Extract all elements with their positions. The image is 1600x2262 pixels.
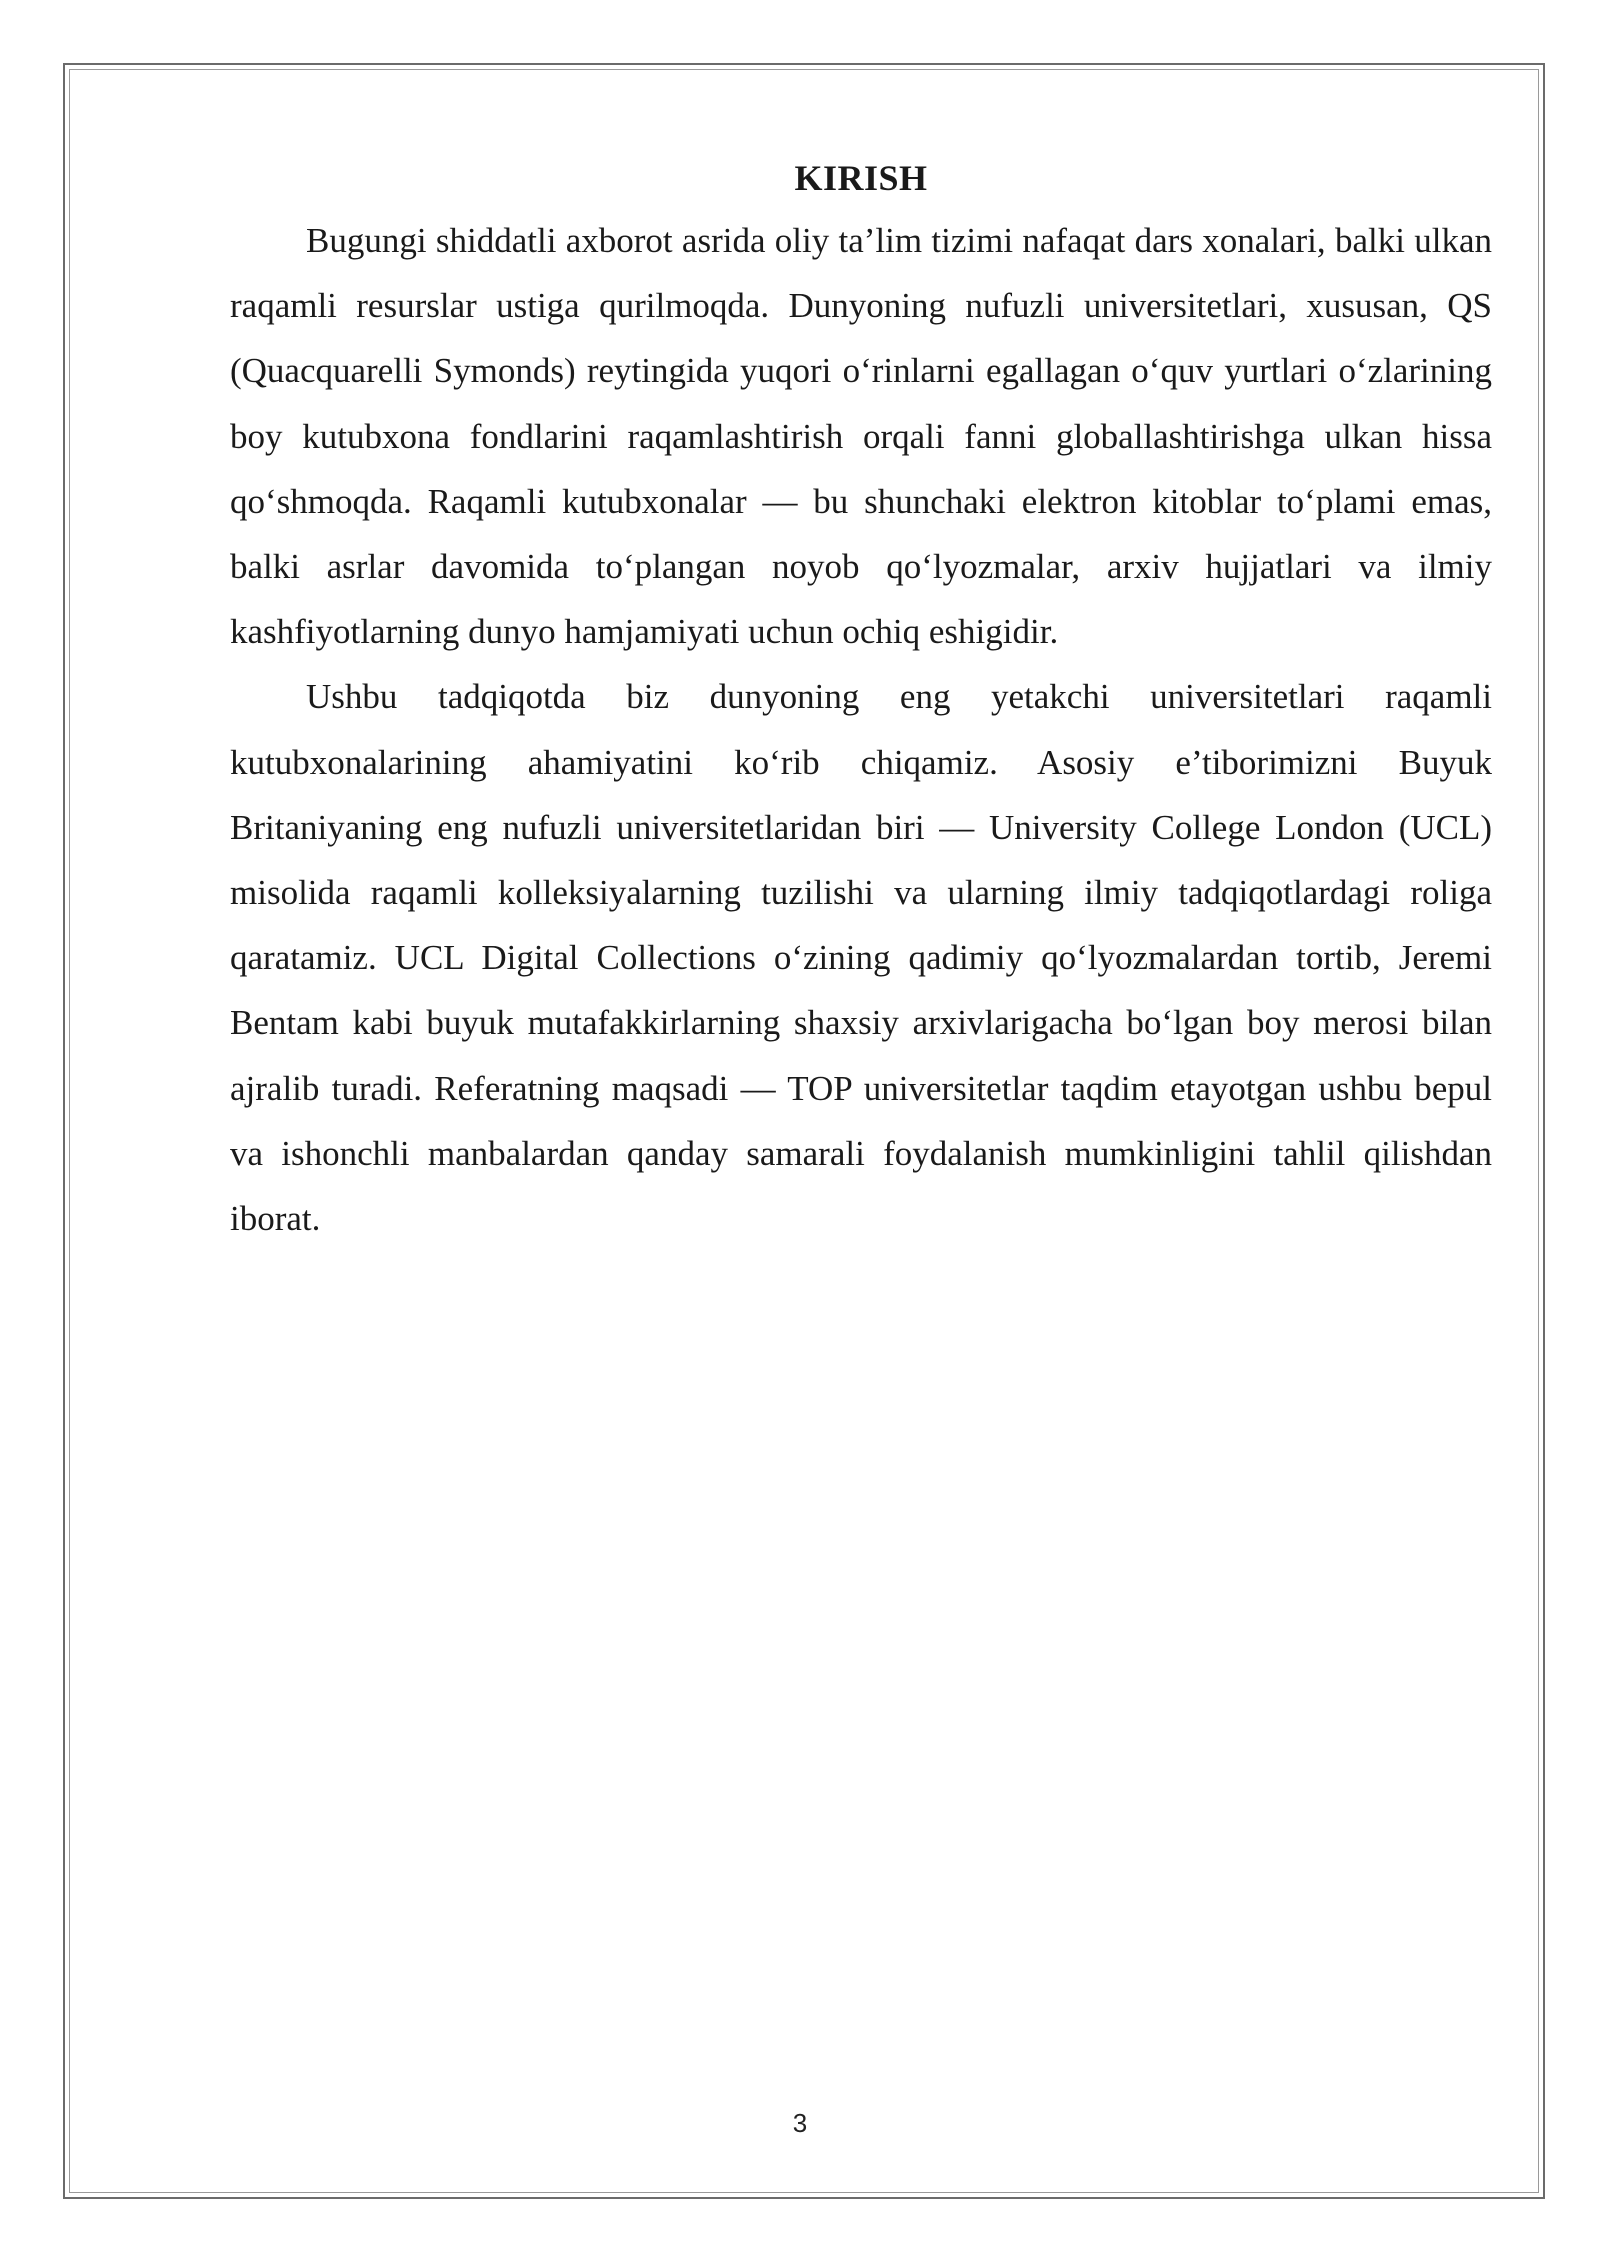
paragraph-1: Bugungi shiddatli axborot asrida oliy ta’lim tizimi nafaqat dars xonalari, balki ulkan raqamli resurslar ustiga qurilmoqda. Dunyoning nufuzli universitetlari, xususan, QS (Quacquarelli Symonds) reytingida yuqori o‘rinlarni egallagan o‘quv yurtlari o‘zlarining boy kutubxona fondlarini raqamlashtirish orqali fanni globallashtirishga ulkan hissa qo‘shmoqda. Raqamli kutubxonalar — bu shunchaki elektron kitoblar to‘plami emas, balki asrlar davomida to‘plangan noyob qo‘lyozmalar, arxiv hujjatlari va ilmiy kashfiyotlarning dunyo hamjamiyati uchun ochiq eshigidir. bbox=[230, 221, 1492, 652]
page-number: 3 bbox=[792, 2108, 808, 2138]
section-title: KIRISH bbox=[794, 158, 928, 198]
page-content bbox=[230, 148, 1492, 1251]
paragraph-2: Ushbu tadqiqotda biz dunyoning eng yetakchi universitetlari raqamli kutubxonalarining ahamiyatini ko‘rib chiqamiz. Asosiy e’tiborimizni Buyuk Britaniyaning eng nufuzli universitetlaridan biri — University College London (UCL) misolida raqamli kolleksiyalarning tuzilishi va ularning ilmiy tadqiqotlardagi roliga qaratamiz. UCL Digital Collections o‘zining qadimiy qo‘lyozmalardan tortib, Jeremi Bentam kabi buyuk mutafakkirlarning shaxsiy arxivlarigacha bo‘lgan boy merosi bilan ajralib turadi. Referatning maqsadi — TOP universitetlar taqdim etayotgan ushbu bepul va ishonchli manbalardan qanday samarali foydalanish mumkinligini tahlil qilishdan iborat. bbox=[230, 677, 1492, 1239]
